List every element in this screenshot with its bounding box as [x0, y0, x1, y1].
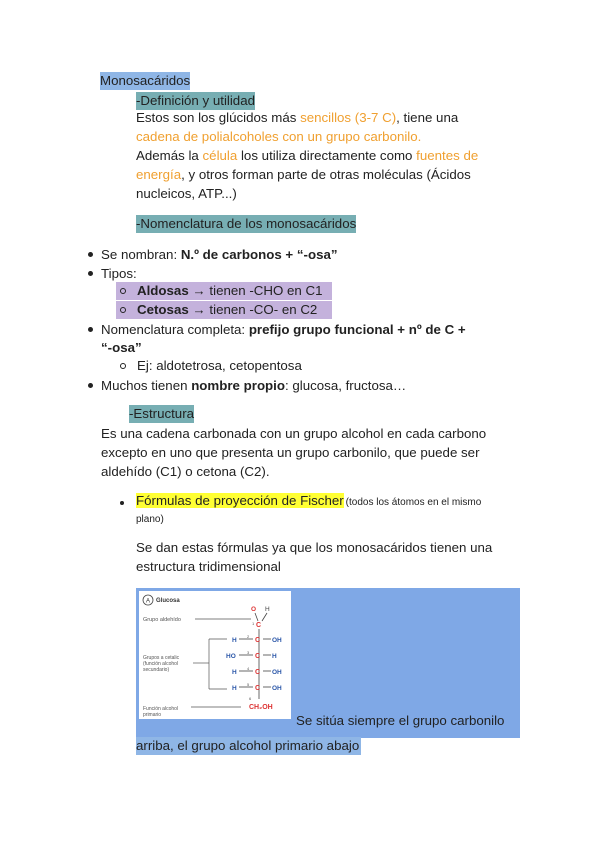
text: → tienen -CHO en C1: [188, 283, 323, 298]
panel-label: A: [145, 598, 151, 605]
glucose-fischer-diagram: [139, 591, 291, 719]
text: Estos son los glúcidos más: [136, 110, 301, 125]
carbon-number: 5: [247, 682, 250, 687]
fischer-figure: [139, 591, 291, 719]
carbon-number: 4: [247, 666, 250, 671]
atom-hydroxyl: OH: [272, 669, 282, 676]
nomen-bullet-2: Tipos:: [101, 266, 137, 281]
atom-carbon: C: [255, 669, 261, 676]
figure-highlight: [136, 588, 520, 738]
bullet-icon: [88, 252, 93, 257]
atom-carbon: C: [256, 622, 262, 629]
text-highlight: Fórmulas de proyección de Fischer: [136, 493, 344, 508]
bullet-icon: [88, 271, 93, 276]
nomen-sub-cetosas: [137, 301, 317, 319]
text-highlight: sencillos (3-7 C): [300, 110, 397, 125]
carbon-number: 1: [252, 621, 255, 626]
struct-p1: Es una cadena carbonada con un grupo alcohol en cada carbono: [101, 426, 487, 441]
primary-label-1: Función alcohol: [143, 706, 179, 712]
text-small: (todos los átomos en el mismo: [345, 497, 482, 508]
hollow-bullet-icon: [120, 307, 126, 313]
carbon-number: 3: [247, 650, 250, 655]
text: , y otros forman parte de otras moléculas (Ácidos: [181, 167, 471, 182]
atom-hydrogen: H: [265, 606, 270, 613]
primary-label-2: primario: [143, 712, 162, 718]
text-bold: Cetosas: [137, 302, 189, 317]
text: Muchos tienen: [101, 378, 192, 393]
fischer-q2: estructura tridimensional: [136, 559, 281, 574]
text: → tienen -CO- en C2: [188, 302, 318, 317]
nomen-sub-aldosas: [137, 282, 323, 300]
carbon-number: 2: [247, 634, 250, 639]
nomen-bullet-1: [101, 246, 338, 264]
hollow-bullet-icon: [120, 288, 126, 294]
text-bold: Aldosas: [137, 283, 189, 298]
section-nomenclature-title: -Nomenclatura de los monosacáridos: [136, 216, 357, 231]
text: los utiliza directamente como: [237, 148, 417, 163]
struct-p3: aldehído (C1) o cetona (C2).: [101, 464, 270, 479]
atom-oxygen: O: [251, 606, 257, 613]
atom-ch2oh: CH₂OH: [249, 704, 273, 711]
fischer-heading: [136, 492, 481, 512]
atom-hydrogen: H: [232, 669, 237, 676]
fischer-heading-cont: plano): [136, 514, 164, 525]
bullet-icon: [88, 327, 93, 332]
text-highlight: fuentes de: [416, 148, 479, 163]
atom-hydroxyl: HO: [226, 653, 236, 660]
hollow-bullet-icon: [120, 363, 126, 369]
text: , tiene una: [396, 110, 459, 125]
bullet-icon: [88, 383, 93, 388]
atom-hydroxyl: OH: [272, 685, 282, 692]
carbon-number: 6: [249, 696, 252, 701]
atom-carbon: C: [255, 653, 261, 660]
def-line-1: [136, 109, 458, 127]
def-line-2: cadena de polialcoholes con un grupo carbonilo.: [136, 129, 422, 144]
text-bold: “-osa”: [101, 340, 142, 355]
atom-carbon: C: [255, 637, 261, 644]
bond: [255, 613, 258, 621]
atom-carbon: C: [255, 685, 261, 692]
fischer-q1: Se dan estas fórmulas ya que los monosacáridos tienen una: [136, 540, 493, 555]
text-highlight: célula: [202, 148, 238, 163]
groups-label-3: secundario): [143, 667, 170, 673]
groups-label-1: Grupos a cetalic: [143, 655, 180, 661]
groups-label-2: (función alcohol: [143, 661, 179, 667]
main-heading: Monosacáridos: [100, 73, 191, 88]
text: Además la: [136, 148, 203, 163]
section-structure-title: -Estructura: [129, 406, 195, 421]
atom-hydrogen: H: [232, 685, 237, 692]
figure-caption-1: Se sitúa siempre el grupo carbonilo: [296, 713, 505, 728]
nomen-bullet-3: [101, 321, 466, 339]
text: : glucosa, fructosa…: [285, 378, 407, 393]
def-line-4: [136, 166, 471, 184]
def-line-3: [136, 147, 478, 165]
glucose-label: Glucosa: [156, 598, 180, 604]
bond: [262, 613, 267, 621]
text-highlight: energía: [136, 167, 182, 182]
text-bold: N.º de carbonos + “-osa”: [180, 247, 338, 262]
aldehyde-label: Grupo aldehído: [143, 617, 181, 623]
bullet-icon: [120, 501, 124, 505]
text-bold: prefijo grupo funcional + nº de C +: [248, 322, 466, 337]
text: Se nombran:: [101, 247, 181, 262]
figure-caption-2: arriba, el grupo alcohol primario abajo: [136, 738, 360, 753]
atom-hydrogen: H: [232, 637, 237, 644]
atom-hydroxyl: OH: [272, 637, 282, 644]
def-line-5: nucleicos, ATP...): [136, 186, 237, 201]
section-definition-title: -Definición y utilidad: [136, 93, 255, 108]
atom-hydrogen: H: [272, 653, 277, 660]
nomen-bullet-3-cont: [101, 339, 142, 357]
struct-p2: excepto en uno que presenta un grupo carbonilo, que puede ser: [101, 445, 480, 460]
nomen-sub-example: Ej: aldotetrosa, cetopentosa: [137, 358, 302, 373]
text-bold: nombre propio: [191, 378, 285, 393]
nomen-bullet-4: [101, 377, 406, 395]
text: Nomenclatura completa:: [101, 322, 249, 337]
